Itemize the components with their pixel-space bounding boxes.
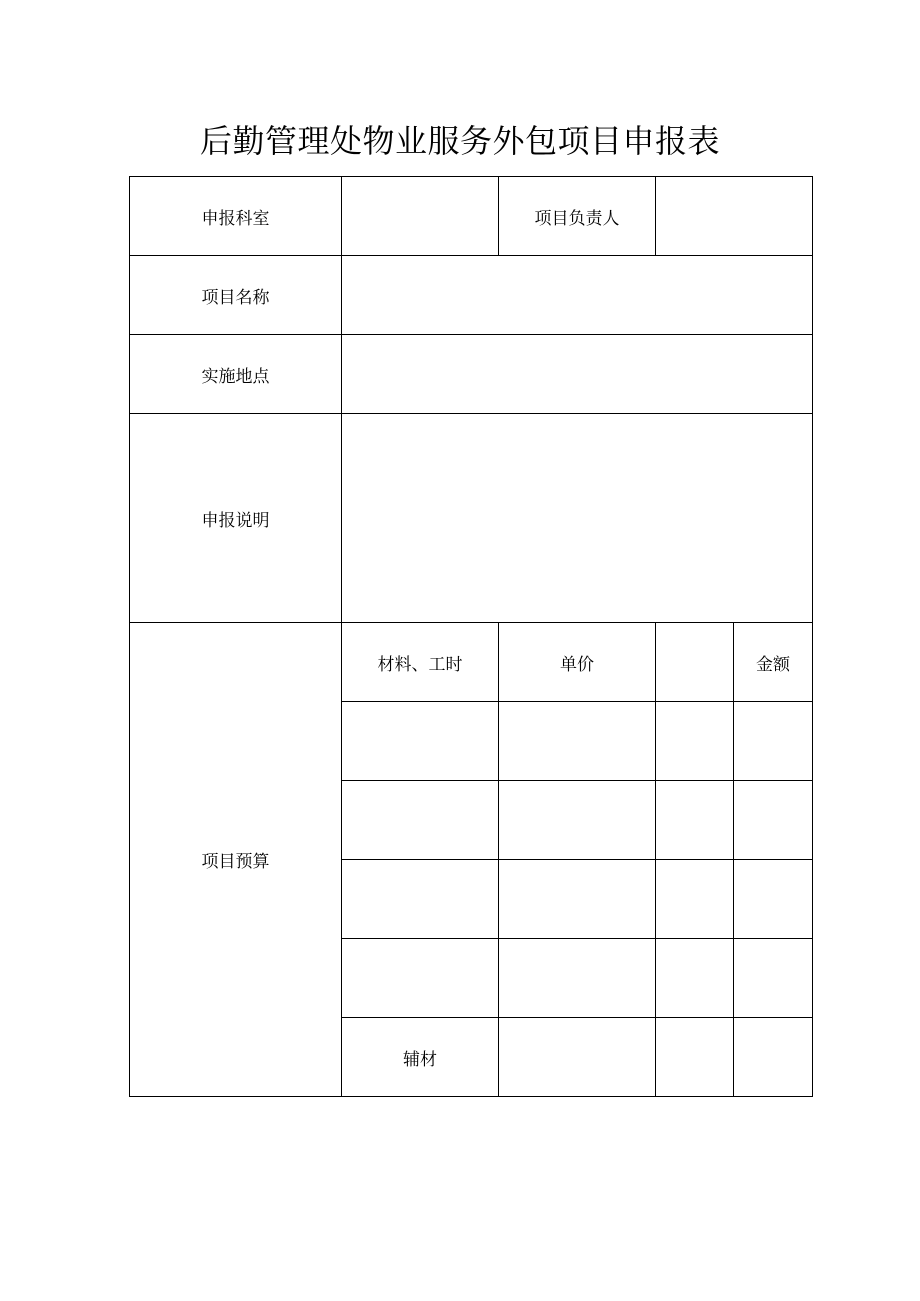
budget-amount-cell[interactable] [734, 1018, 813, 1097]
budget-quantity-cell[interactable] [656, 1018, 734, 1097]
project-name-row [130, 256, 813, 335]
budget-unit-price-cell[interactable] [499, 939, 656, 1018]
budget-col-quantity-header [656, 623, 734, 702]
budget-item-cell[interactable] [342, 860, 499, 939]
application-form-table [129, 176, 813, 1097]
location-field[interactable] [342, 335, 813, 414]
budget-label: 项目预算 [130, 623, 342, 1097]
budget-quantity-cell[interactable] [656, 702, 734, 781]
budget-unit-price-cell[interactable] [499, 860, 656, 939]
budget-col-unit-price-header: 单价 [499, 623, 656, 702]
project-name-field[interactable] [342, 256, 813, 335]
description-row [130, 414, 813, 623]
budget-amount-cell[interactable] [734, 702, 813, 781]
location-row [130, 335, 813, 414]
dept-row [130, 177, 813, 256]
budget-item-cell[interactable] [342, 781, 499, 860]
form-title: 后勤管理处物业服务外包项目申报表 [199, 122, 720, 160]
budget-amount-cell[interactable] [734, 781, 813, 860]
manager-label: 项目负责人 [499, 177, 656, 256]
location-label: 实施地点 [130, 335, 342, 414]
dept-label: 申报科室 [130, 177, 342, 256]
budget-item-cell[interactable] [342, 939, 499, 1018]
dept-field[interactable] [342, 177, 499, 256]
budget-unit-price-cell[interactable] [499, 1018, 656, 1097]
budget-amount-cell[interactable] [734, 939, 813, 1018]
budget-unit-price-cell[interactable] [499, 781, 656, 860]
project-name-label: 项目名称 [130, 256, 342, 335]
budget-quantity-cell[interactable] [656, 781, 734, 860]
budget-item-cell-auxiliary: 辅材 [342, 1018, 499, 1097]
manager-field[interactable] [656, 177, 813, 256]
description-label: 申报说明 [130, 414, 342, 623]
budget-col-item-header: 材料、工时 [342, 623, 499, 702]
budget-header-row [130, 623, 813, 702]
budget-amount-cell[interactable] [734, 860, 813, 939]
budget-quantity-cell[interactable] [656, 939, 734, 1018]
budget-quantity-cell[interactable] [656, 860, 734, 939]
budget-item-cell[interactable] [342, 702, 499, 781]
description-field[interactable] [342, 414, 813, 623]
budget-unit-price-cell[interactable] [499, 702, 656, 781]
budget-col-amount-header: 金额 [734, 623, 813, 702]
